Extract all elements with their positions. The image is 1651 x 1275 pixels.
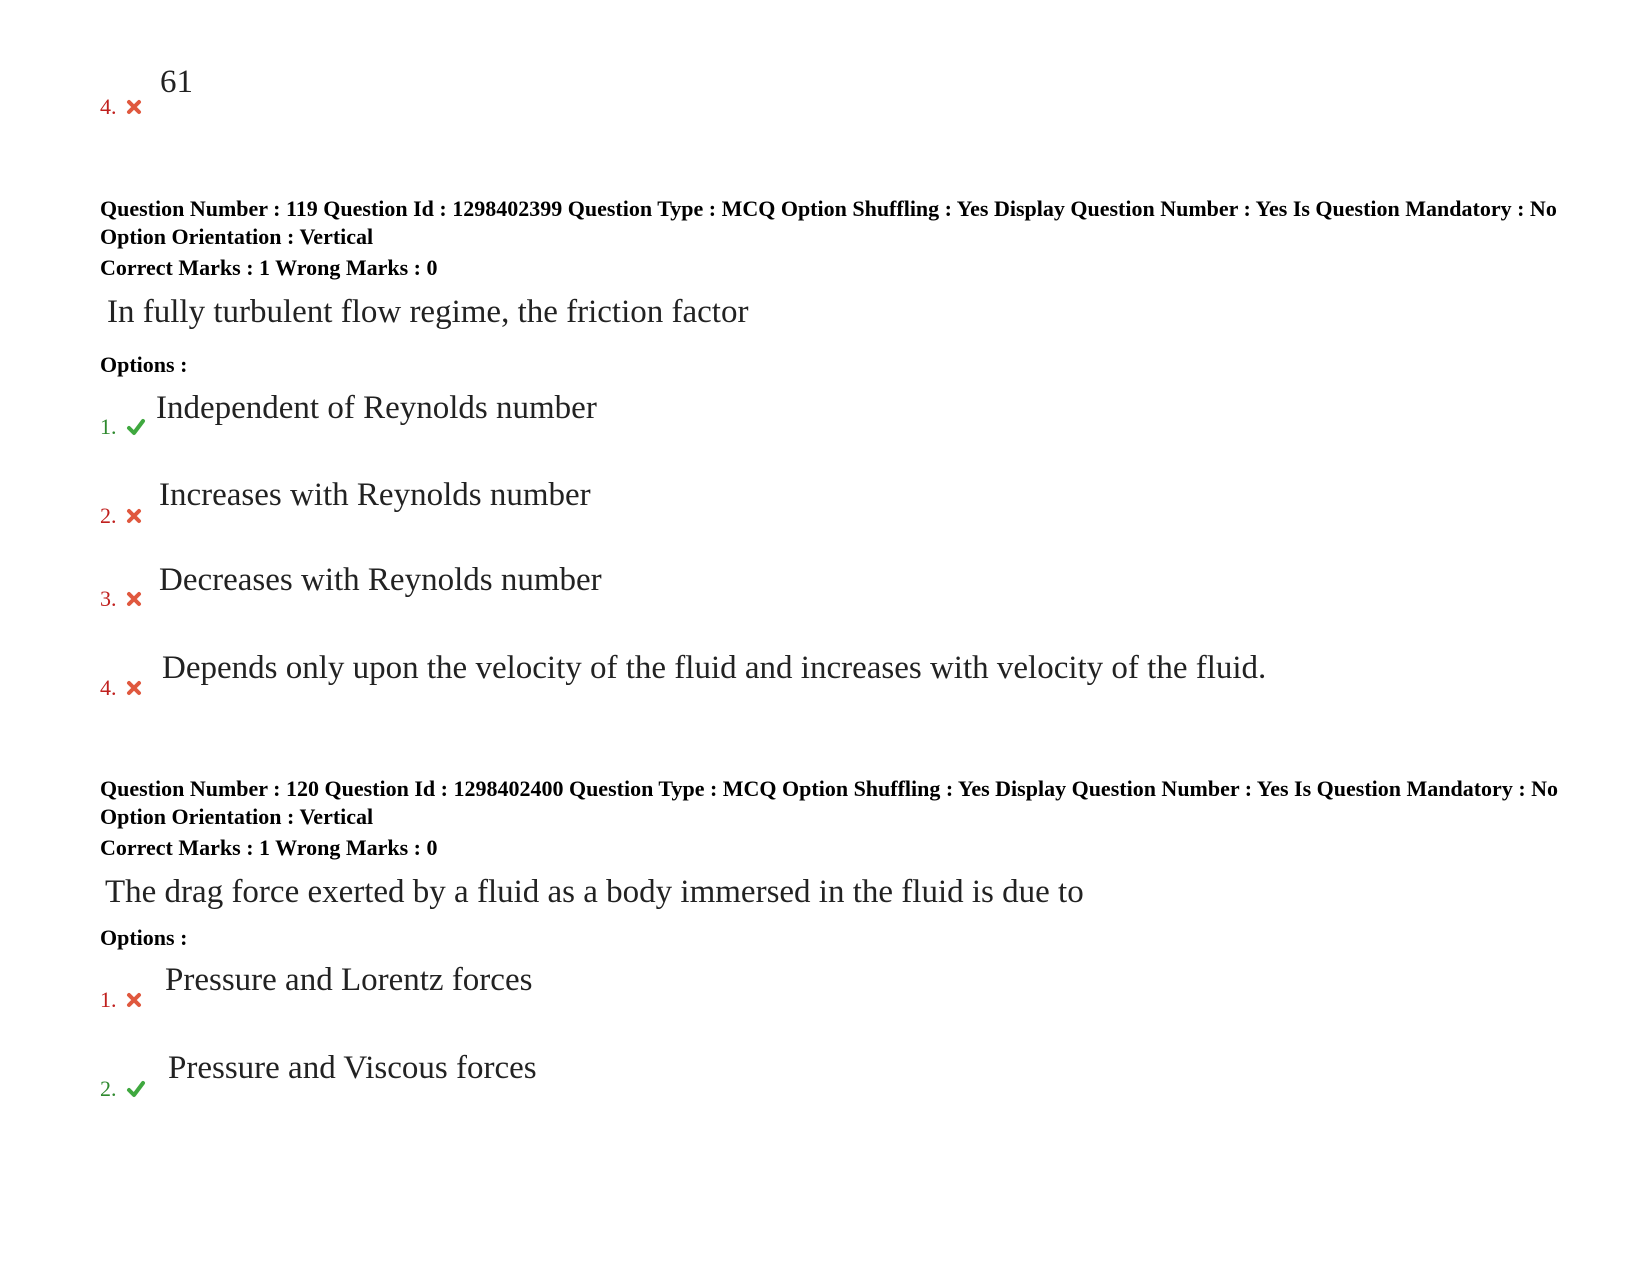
cross-icon bbox=[125, 98, 143, 116]
option-number: 1. bbox=[100, 989, 143, 1011]
options-label: Options : bbox=[100, 352, 188, 377]
option-text: Depends only upon the velocity of the fluid and increases with velocity of the fluid. bbox=[162, 650, 1267, 686]
option-text: Increases with Reynolds number bbox=[159, 477, 591, 513]
cross-icon bbox=[125, 679, 143, 697]
option-number: 4. bbox=[100, 677, 143, 699]
option-number: 2. bbox=[100, 505, 143, 527]
question-marks: Correct Marks : 1 Wrong Marks : 0 bbox=[100, 255, 438, 280]
question-text: The drag force exerted by a fluid as a body immersed in the fluid is due to bbox=[105, 874, 1084, 910]
cross-icon bbox=[125, 507, 143, 525]
cross-icon bbox=[125, 991, 143, 1009]
option-text: 61 bbox=[160, 64, 193, 100]
option-number: 3. bbox=[100, 588, 143, 610]
question-header: Question Number : 120 Question Id : 1298402400 Question Type : MCQ Option Shuffling : Yes Display Question Number : Yes Is Question Mandatory : No Option Orientation : Vertical bbox=[100, 776, 1559, 829]
option-text: Pressure and Lorentz forces bbox=[165, 962, 533, 998]
check-icon bbox=[125, 1080, 147, 1098]
cross-icon bbox=[125, 590, 143, 608]
question-marks: Correct Marks : 1 Wrong Marks : 0 bbox=[100, 835, 438, 860]
option-number: 4. bbox=[100, 96, 143, 118]
option-number: 2. bbox=[100, 1078, 147, 1100]
option-text: Pressure and Viscous forces bbox=[168, 1050, 537, 1086]
question-text: In fully turbulent flow regime, the friction factor bbox=[107, 294, 749, 330]
options-label: Options : bbox=[100, 925, 188, 950]
option-text: Decreases with Reynolds number bbox=[159, 562, 602, 598]
option-number: 1. bbox=[100, 416, 147, 438]
question-header: Question Number : 119 Question Id : 1298402399 Question Type : MCQ Option Shuffling : Yes Display Question Number : Yes Is Question Mandatory : No Option Orientation : Vertical bbox=[100, 196, 1557, 249]
option-text: Independent of Reynolds number bbox=[156, 390, 597, 426]
check-icon bbox=[125, 418, 147, 436]
